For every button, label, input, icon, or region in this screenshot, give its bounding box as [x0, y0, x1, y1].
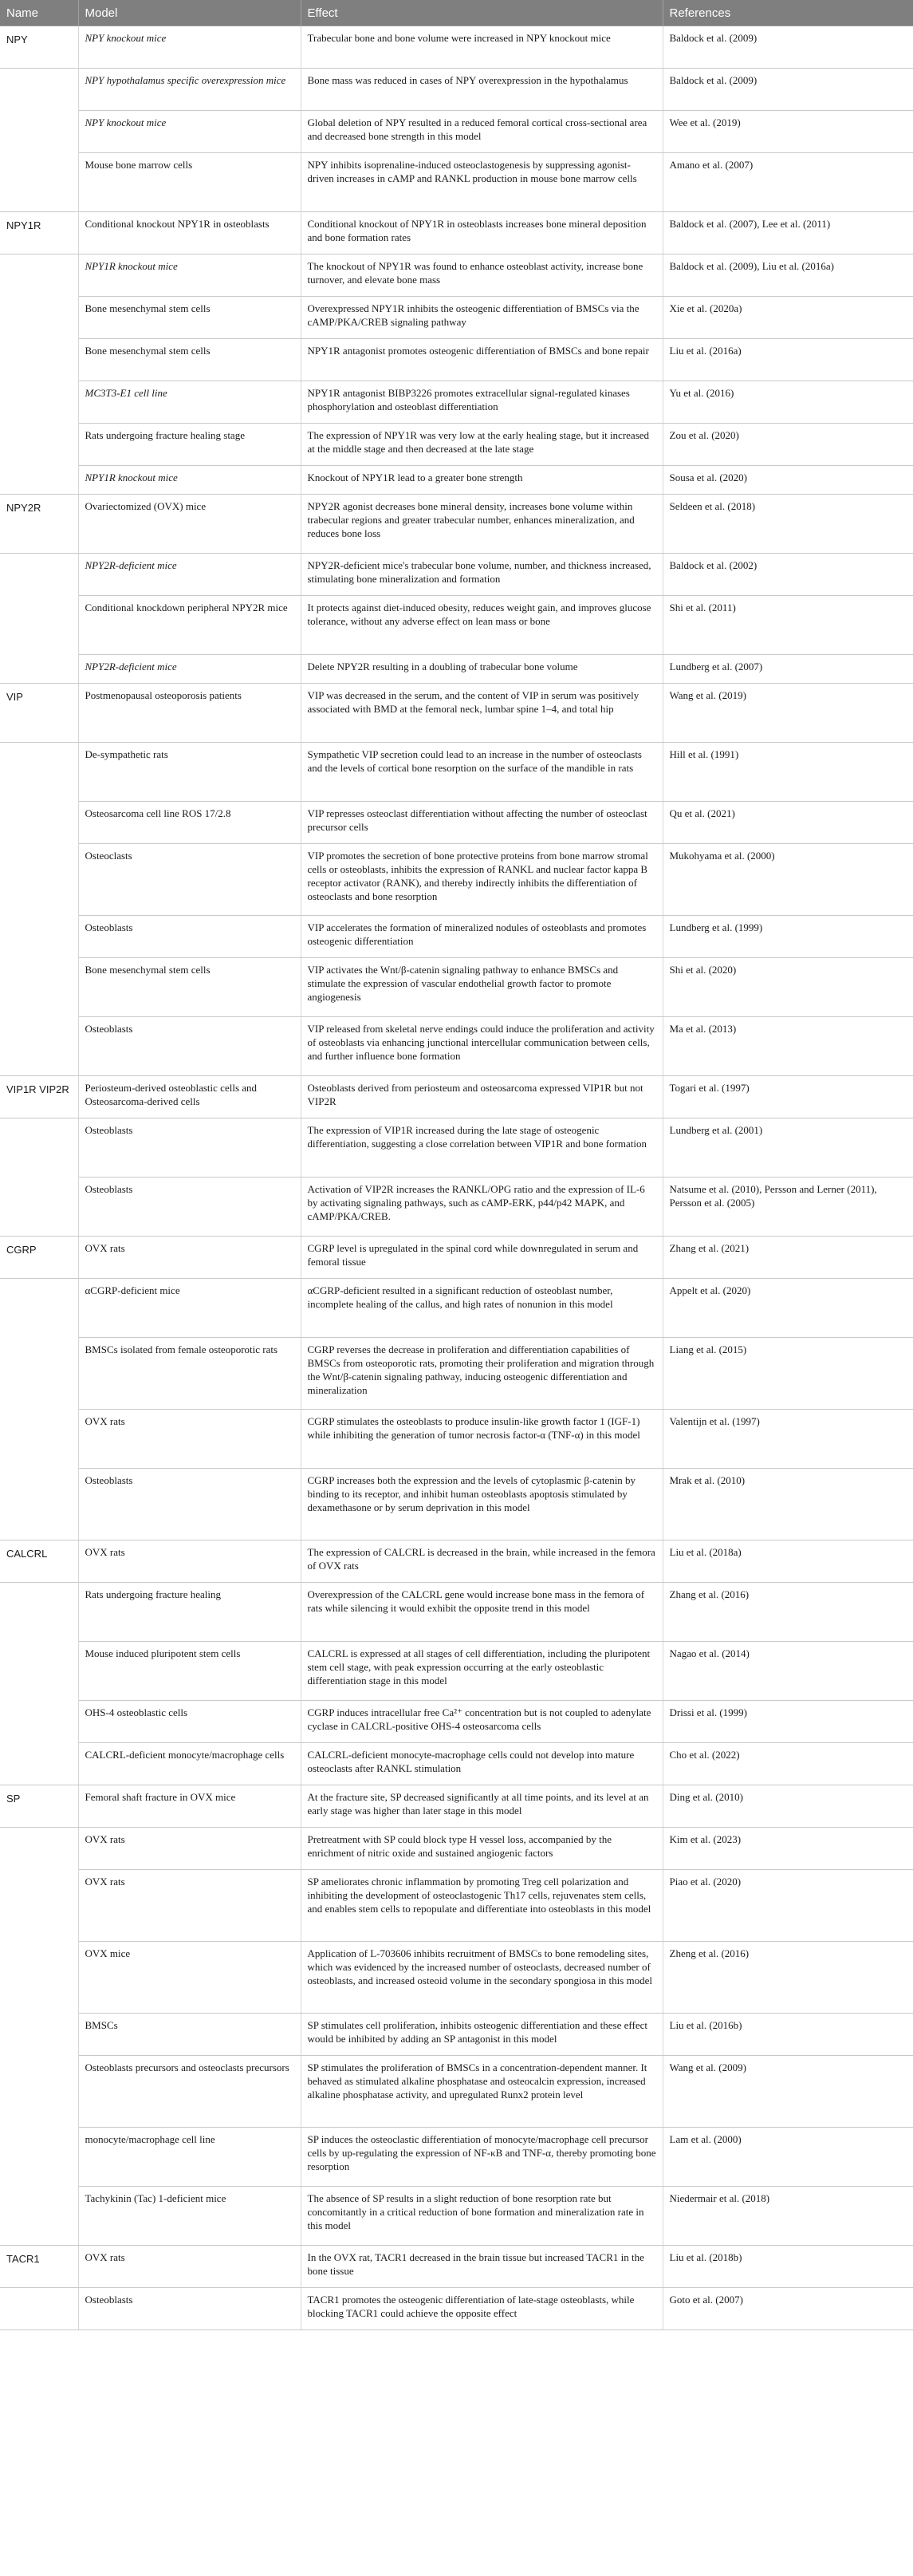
cell-model: Osteoblasts — [78, 1118, 301, 1178]
table-row — [0, 1828, 913, 1870]
cell-references: Zheng et al. (2016) — [663, 1942, 913, 2014]
cell-name — [0, 743, 78, 802]
table-row — [0, 1410, 913, 1469]
cell-name — [0, 554, 78, 596]
cell-references: Baldock et al. (2009) — [663, 69, 913, 111]
table-row — [0, 26, 913, 69]
table-row — [0, 1540, 913, 1583]
cell-effect: At the fracture site, SP decreased significantly at all time points, and its level at an early stage was higher than later stage in this model — [301, 1785, 663, 1828]
header-name: Name — [0, 0, 78, 26]
cell-effect: CGRP increases both the expression and the levels of cytoplasmic β-catenin by binding to its receptor, and inhibit human osteoblasts apoptosis stimulated by dexamethasone or by serum deprivation in this model — [301, 1469, 663, 1540]
cell-model: NPY1R knockout mice — [78, 254, 301, 297]
cell-model: monocyte/macrophage cell line — [78, 2128, 301, 2187]
cell-model: Mouse induced pluripotent stem cells — [78, 1642, 301, 1701]
cell-model: NPY1R knockout mice — [78, 466, 301, 495]
table-header-row — [0, 0, 913, 26]
cell-effect: Delete NPY2R resulting in a doubling of trabecular bone volume — [301, 655, 663, 684]
cell-effect: CALCRL-deficient monocyte-macrophage cells could not develop into mature osteoclasts after RANKL stimulation — [301, 1743, 663, 1785]
cell-effect: It protects against diet-induced obesity, reduces weight gain, and improves glucose tolerance, without any adverse effect on lean mass or bone — [301, 596, 663, 655]
cell-references: Liu et al. (2018b) — [663, 2246, 913, 2288]
cell-model: Ovariectomized (OVX) mice — [78, 495, 301, 554]
cell-model: Osteoblasts — [78, 1178, 301, 1237]
table-row — [0, 1237, 913, 1279]
cell-references: Appelt et al. (2020) — [663, 1279, 913, 1338]
cell-model: NPY hypothalamus specific overexpression mice — [78, 69, 301, 111]
cell-name: VIP1R VIP2R — [0, 1076, 78, 1118]
cell-name — [0, 111, 78, 153]
cell-model: Osteoclasts — [78, 844, 301, 916]
table-row — [0, 466, 913, 495]
cell-model: OVX rats — [78, 2246, 301, 2288]
cell-effect: SP stimulates cell proliferation, inhibits osteogenic differentiation and these effect would be inhibited by adding an SP antagonist in this model — [301, 2014, 663, 2056]
table-row — [0, 1076, 913, 1118]
cell-effect: Global deletion of NPY resulted in a reduced femoral cortical cross-sectional area and decreased bone strength in this model — [301, 111, 663, 153]
table-row — [0, 2246, 913, 2288]
cell-references: Wang et al. (2009) — [663, 2056, 913, 2128]
cell-references: Wee et al. (2019) — [663, 111, 913, 153]
table-row — [0, 1469, 913, 1540]
cell-name — [0, 1870, 78, 1942]
cell-effect: NPY inhibits isoprenaline-induced osteoclastogenesis by suppressing agonist-driven increases in cAMP and RANKL production in mouse bone marrow cells — [301, 153, 663, 212]
cell-name — [0, 1338, 78, 1410]
cell-effect: SP induces the osteoclastic differentiation of monocyte/macrophage cell precursor cells by up-regulating the expression of NF-κB and TNF-α, thereby promoting bone resorption — [301, 2128, 663, 2187]
cell-effect: VIP represses osteoclast differentiation without affecting the number of osteoclast precursor cells — [301, 802, 663, 844]
cell-model: OVX rats — [78, 1828, 301, 1870]
cell-references: Ding et al. (2010) — [663, 1785, 913, 1828]
cell-effect: The expression of VIP1R increased during the late stage of osteogenic differentiation, suggesting a close correlation between VIP1R and bone formation — [301, 1118, 663, 1178]
cell-references: Hill et al. (1991) — [663, 743, 913, 802]
header-effect: Effect — [301, 0, 663, 26]
cell-name: NPY2R — [0, 495, 78, 554]
cell-effect: CALCRL is expressed at all stages of cell differentiation, including the pluripotent stem cell stage, with peak expression occurring at the early osteoblastic differentiation stage in this model — [301, 1642, 663, 1701]
cell-effect: αCGRP-deficient resulted in a significant reduction of osteoblast number, incomplete healing of the callus, and high rates of nonunion in this model — [301, 1279, 663, 1338]
cell-references: Lundberg et al. (2001) — [663, 1118, 913, 1178]
cell-references: Natsume et al. (2010), Persson and Lerner (2011), Persson et al. (2005) — [663, 1178, 913, 1237]
table-row — [0, 424, 913, 466]
cell-effect: Osteoblasts derived from periosteum and osteosarcoma expressed VIP1R but not VIP2R — [301, 1076, 663, 1118]
cell-name — [0, 1743, 78, 1785]
cell-effect: CGRP stimulates the osteoblasts to produce insulin-like growth factor 1 (IGF-1) while inhibiting the generation of tumor necrosis factor-α (TNF-α) in this model — [301, 1410, 663, 1469]
cell-references: Drissi et al. (1999) — [663, 1701, 913, 1743]
cell-name — [0, 69, 78, 111]
cell-name — [0, 1118, 78, 1178]
cell-model: OVX mice — [78, 1942, 301, 2014]
cell-name — [0, 655, 78, 684]
cell-name — [0, 466, 78, 495]
cell-effect: Conditional knockout of NPY1R in osteoblasts increases bone mineral deposition and bone formation rates — [301, 212, 663, 254]
cell-references: Niedermair et al. (2018) — [663, 2187, 913, 2246]
header-model: Model — [78, 0, 301, 26]
cell-model: Periosteum-derived osteoblastic cells and Osteosarcoma-derived cells — [78, 1076, 301, 1118]
cell-name — [0, 844, 78, 916]
cell-effect: Application of L-703606 inhibits recruitment of BMSCs to bone remodeling sites, which was evidenced by the increased number of osteoclasts, decreased number of osteoblasts, and increased osteoid volume in the secondary spongiosa in this model — [301, 1942, 663, 2014]
cell-effect: The knockout of NPY1R was found to enhance osteoblast activity, increase bone turnover, and elevate bone mass — [301, 254, 663, 297]
cell-effect: Overexpressed NPY1R inhibits the osteogenic differentiation of BMSCs via the cAMP/PKA/CREB signaling pathway — [301, 297, 663, 339]
table-row — [0, 1583, 913, 1642]
cell-references: Cho et al. (2022) — [663, 1743, 913, 1785]
table-row — [0, 1279, 913, 1338]
cell-references: Liang et al. (2015) — [663, 1338, 913, 1410]
table-row — [0, 111, 913, 153]
cell-references: Amano et al. (2007) — [663, 153, 913, 212]
table-row — [0, 1942, 913, 2014]
cell-name — [0, 596, 78, 655]
cell-references: Piao et al. (2020) — [663, 1870, 913, 1942]
cell-name — [0, 1279, 78, 1338]
table-row — [0, 958, 913, 1017]
cell-model: OHS-4 osteoblastic cells — [78, 1701, 301, 1743]
cell-references: Mukohyama et al. (2000) — [663, 844, 913, 916]
table-row — [0, 1178, 913, 1237]
cell-effect: CGRP level is upregulated in the spinal cord while downregulated in serum and femoral tissue — [301, 1237, 663, 1279]
cell-model: NPY2R-deficient mice — [78, 655, 301, 684]
cell-effect: CGRP reverses the decrease in proliferation and differentiation capabilities of BMSCs from osteoporotic rats, promoting their proliferation and migration through the Wnt/β-catenin signaling pathway, inducing osteogenic differentiation and mineralization — [301, 1338, 663, 1410]
cell-effect: TACR1 promotes the osteogenic differentiation of late-stage osteoblasts, while blocking TACR1 could achieve the opposite effect — [301, 2288, 663, 2330]
cell-effect: In the OVX rat, TACR1 decreased in the brain tissue but increased TACR1 in the bone tissue — [301, 2246, 663, 2288]
cell-references: Liu et al. (2018a) — [663, 1540, 913, 1583]
cell-effect: VIP released from skeletal nerve endings could induce the proliferation and activity of osteoblasts via enhancing junctional intercellular communication between cells, and further influence bone formation — [301, 1017, 663, 1076]
cell-effect: The expression of CALCRL is decreased in the brain, while increased in the femora of OVX rats — [301, 1540, 663, 1583]
table-row — [0, 339, 913, 381]
cell-effect: Activation of VIP2R increases the RANKL/OPG ratio and the expression of IL-6 by activating signaling pathways, such as cAMP-ERK, p44/p42 MAPK, and cAMP/PKA/CREB. — [301, 1178, 663, 1237]
cell-model: Osteoblasts — [78, 2288, 301, 2330]
table-row — [0, 1338, 913, 1410]
cell-name — [0, 1469, 78, 1540]
cell-model: OVX rats — [78, 1410, 301, 1469]
cell-model: NPY knockout mice — [78, 111, 301, 153]
cell-name — [0, 2128, 78, 2187]
cell-model: Osteosarcoma cell line ROS 17/2.8 — [78, 802, 301, 844]
cell-name — [0, 1410, 78, 1469]
cell-name: TACR1 — [0, 2246, 78, 2288]
cell-name — [0, 916, 78, 958]
cell-name — [0, 2014, 78, 2056]
cell-references: Shi et al. (2020) — [663, 958, 913, 1017]
table-row — [0, 596, 913, 655]
cell-effect: VIP activates the Wnt/β-catenin signaling pathway to enhance BMSCs and stimulate the expression of vascular endothelial growth factor to promote angiogenesis — [301, 958, 663, 1017]
cell-name — [0, 153, 78, 212]
cell-name — [0, 2288, 78, 2330]
table-row — [0, 297, 913, 339]
cell-effect: VIP promotes the secretion of bone protective proteins from bone marrow stromal cells or osteoblasts, inhibits the expression of RANKL and nuclear factor kappa B receptor activator (RANK), and thereby indirectly inhibits the differentiation of osteoclasts and bone resorption — [301, 844, 663, 916]
cell-model: NPY knockout mice — [78, 26, 301, 69]
table-body — [0, 26, 913, 2330]
table-row — [0, 381, 913, 424]
cell-effect: SP stimulates the proliferation of BMSCs in a concentration-dependent manner. It behaved as stimulated alkaline phosphatase and osteocalcin expression, increased alkaline phosphatase activity, and upregulated Runx2 protein level — [301, 2056, 663, 2128]
cell-effect: NPY1R antagonist promotes osteogenic differentiation of BMSCs and bone repair — [301, 339, 663, 381]
table-row — [0, 2014, 913, 2056]
cell-model: De-sympathetic rats — [78, 743, 301, 802]
cell-references: Sousa et al. (2020) — [663, 466, 913, 495]
header-references: References — [663, 0, 913, 26]
cell-model: BMSCs — [78, 2014, 301, 2056]
cell-references: Shi et al. (2011) — [663, 596, 913, 655]
cell-name — [0, 1178, 78, 1237]
cell-references: Zhang et al. (2016) — [663, 1583, 913, 1642]
cell-references: Liu et al. (2016b) — [663, 2014, 913, 2056]
table-row — [0, 2056, 913, 2128]
table-row — [0, 2288, 913, 2330]
cell-references: Baldock et al. (2007), Lee et al. (2011) — [663, 212, 913, 254]
cell-references: Mrak et al. (2010) — [663, 1469, 913, 1540]
table-row — [0, 1118, 913, 1178]
cell-references: Togari et al. (1997) — [663, 1076, 913, 1118]
cell-references: Seldeen et al. (2018) — [663, 495, 913, 554]
cell-model: Rats undergoing fracture healing stage — [78, 424, 301, 466]
cell-model: MC3T3-E1 cell line — [78, 381, 301, 424]
cell-model: Osteoblasts precursors and osteoclasts precursors — [78, 2056, 301, 2128]
cell-name — [0, 1583, 78, 1642]
cell-name — [0, 381, 78, 424]
table-row — [0, 1785, 913, 1828]
cell-references: Lundberg et al. (1999) — [663, 916, 913, 958]
cell-name — [0, 1017, 78, 1076]
cell-model: Osteoblasts — [78, 1017, 301, 1076]
cell-name — [0, 254, 78, 297]
cell-model: Conditional knockout NPY1R in osteoblasts — [78, 212, 301, 254]
table-row — [0, 2187, 913, 2246]
cell-effect: Pretreatment with SP could block type H vessel loss, accompanied by the enrichment of nitric oxide and sustained angiogenic factors — [301, 1828, 663, 1870]
cell-model: OVX rats — [78, 1540, 301, 1583]
cell-references: Baldock et al. (2009), Liu et al. (2016a) — [663, 254, 913, 297]
cell-model: Postmenopausal osteoporosis patients — [78, 684, 301, 743]
cell-effect: NPY2R agonist decreases bone mineral density, increases bone volume within trabecular regions and greater trabecular number, enhances mineralization, and reduces bone loss — [301, 495, 663, 554]
cell-references: Goto et al. (2007) — [663, 2288, 913, 2330]
cell-references: Liu et al. (2016a) — [663, 339, 913, 381]
cell-model: Conditional knockdown peripheral NPY2R mice — [78, 596, 301, 655]
table-row — [0, 743, 913, 802]
cell-name — [0, 2187, 78, 2246]
table-row — [0, 495, 913, 554]
table-row — [0, 153, 913, 212]
cell-name — [0, 1701, 78, 1743]
cell-model: Osteoblasts — [78, 1469, 301, 1540]
table-row — [0, 1870, 913, 1942]
table-row — [0, 655, 913, 684]
cell-name — [0, 958, 78, 1017]
table-row — [0, 916, 913, 958]
table-row — [0, 2128, 913, 2187]
cell-references: Ma et al. (2013) — [663, 1017, 913, 1076]
table-row — [0, 1743, 913, 1785]
cell-name — [0, 297, 78, 339]
cell-name: CALCRL — [0, 1540, 78, 1583]
cell-model: Bone mesenchymal stem cells — [78, 958, 301, 1017]
cell-references: Lundberg et al. (2007) — [663, 655, 913, 684]
table-row — [0, 69, 913, 111]
cell-model: Femoral shaft fracture in OVX mice — [78, 1785, 301, 1828]
cell-references: Kim et al. (2023) — [663, 1828, 913, 1870]
cell-effect: SP ameliorates chronic inflammation by promoting Treg cell polarization and inhibiting the development of osteoclastogenic Th17 cells, rejuvenates stem cells, and enables stem cells to repopulate and differentiate into osteoblasts in this model — [301, 1870, 663, 1942]
cell-model: αCGRP-deficient mice — [78, 1279, 301, 1338]
table-row — [0, 844, 913, 916]
cell-model: OVX rats — [78, 1870, 301, 1942]
table-row — [0, 802, 913, 844]
table-row — [0, 554, 913, 596]
cell-model: Mouse bone marrow cells — [78, 153, 301, 212]
cell-effect: Overexpression of the CALCRL gene would increase bone mass in the femora of rats while silencing it would exhibit the opposite trend in this model — [301, 1583, 663, 1642]
cell-effect: CGRP induces intracellular free Ca²⁺ concentration but is not coupled to adenylate cyclase in CALCRL-positive OHS-4 osteosarcoma cells — [301, 1701, 663, 1743]
cell-effect: NPY1R antagonist BIBP3226 promotes extracellular signal-regulated kinases phosphorylation and osteoblast differentiation — [301, 381, 663, 424]
cell-name — [0, 1828, 78, 1870]
cell-model: Tachykinin (Tac) 1-deficient mice — [78, 2187, 301, 2246]
cell-name: NPY1R — [0, 212, 78, 254]
cell-references: Xie et al. (2020a) — [663, 297, 913, 339]
cell-name: NPY — [0, 26, 78, 69]
cell-model: BMSCs isolated from female osteoporotic rats — [78, 1338, 301, 1410]
cell-references: Baldock et al. (2002) — [663, 554, 913, 596]
cell-name — [0, 802, 78, 844]
cell-references: Qu et al. (2021) — [663, 802, 913, 844]
cell-name: VIP — [0, 684, 78, 743]
table-row — [0, 1642, 913, 1701]
table-row — [0, 1017, 913, 1076]
cell-effect: The expression of NPY1R was very low at the early healing stage, but it increased at the middle stage and then decreased at the late stage — [301, 424, 663, 466]
cell-effect: NPY2R-deficient mice's trabecular bone volume, number, and thickness increased, stimulating bone mineralization and formation — [301, 554, 663, 596]
cell-model: NPY2R-deficient mice — [78, 554, 301, 596]
cell-model: Bone mesenchymal stem cells — [78, 297, 301, 339]
cell-effect: Bone mass was reduced in cases of NPY overexpression in the hypothalamus — [301, 69, 663, 111]
cell-name — [0, 2056, 78, 2128]
cell-model: CALCRL-deficient monocyte/macrophage cells — [78, 1743, 301, 1785]
cell-references: Zhang et al. (2021) — [663, 1237, 913, 1279]
cell-references: Baldock et al. (2009) — [663, 26, 913, 69]
cell-model: OVX rats — [78, 1237, 301, 1279]
cell-references: Valentijn et al. (1997) — [663, 1410, 913, 1469]
cell-name — [0, 1942, 78, 2014]
cell-effect: Knockout of NPY1R lead to a greater bone strength — [301, 466, 663, 495]
cell-references: Wang et al. (2019) — [663, 684, 913, 743]
cell-effect: Trabecular bone and bone volume were increased in NPY knockout mice — [301, 26, 663, 69]
cell-effect: Sympathetic VIP secretion could lead to an increase in the number of osteoclasts and the levels of cortical bone resorption on the surface of the mandible in rats — [301, 743, 663, 802]
cell-model: Rats undergoing fracture healing — [78, 1583, 301, 1642]
cell-model: Osteoblasts — [78, 916, 301, 958]
cell-references: Lam et al. (2000) — [663, 2128, 913, 2187]
cell-name: SP — [0, 1785, 78, 1828]
cell-name — [0, 424, 78, 466]
cell-model: Bone mesenchymal stem cells — [78, 339, 301, 381]
cell-references: Nagao et al. (2014) — [663, 1642, 913, 1701]
cell-name — [0, 1642, 78, 1701]
table-row — [0, 212, 913, 254]
cell-references: Yu et al. (2016) — [663, 381, 913, 424]
table-row — [0, 254, 913, 297]
cell-name: CGRP — [0, 1237, 78, 1279]
cell-name — [0, 339, 78, 381]
cell-effect: VIP accelerates the formation of mineralized nodules of osteoblasts and promotes osteogenic differentiation — [301, 916, 663, 958]
cell-effect: VIP was decreased in the serum, and the content of VIP in serum was positively associated with BMD at the femoral neck, lumbar spine 1–4, and total hip — [301, 684, 663, 743]
table-row — [0, 1701, 913, 1743]
cell-references: Zou et al. (2020) — [663, 424, 913, 466]
cell-effect: The absence of SP results in a slight reduction of bone resorption rate but concomitantly in a critical reduction of bone formation and mineralization rate in this model — [301, 2187, 663, 2246]
table-row — [0, 684, 913, 743]
